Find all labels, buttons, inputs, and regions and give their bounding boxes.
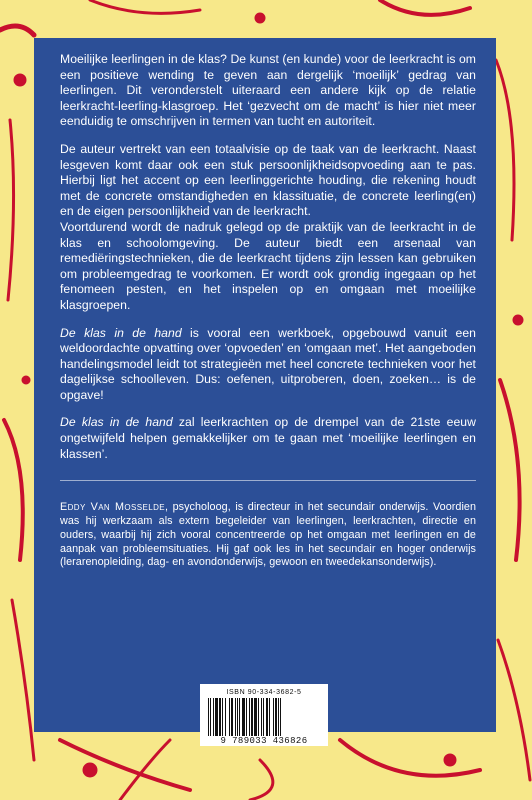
barcode-label (200, 684, 328, 746)
back-cover-text-panel (34, 38, 496, 732)
author-name: Eddy Van Mosselde (60, 501, 165, 514)
blurb-paragraph-5 (60, 415, 476, 462)
book-title: De klas in de hand (60, 415, 173, 430)
blurb-paragraph-5-text: zal leerkrachten op de drempel van de 21ste eeuw ongetwijfeld helpen gemakkelijker om te gaan met ‘moeilijke leerlingen en klassen’. (60, 415, 476, 461)
blurb-paragraph-1: Moeilijke leerlingen in de klas? De kunst (en kunde) voor de leerkracht is om een positieve wending te geven aan dergelijk ‘moeilijk’ gedrag van leerlingen. Dit veronderstelt uiteraard een andere kijk op de relatie leerkracht-leerling-klasgroep. Het ‘gezvecht om de macht’ is hier niet meer eenduidig te omschrijven in termen van tucht en autoriteit. (60, 52, 476, 129)
blurb-paragraph-3: Voortdurend wordt de nadruk gelegd op de praktijk van de leerkracht in de klas en schoolomgeving. De auteur biedt een arsenaal van remediëringstechnieken, die de leerkracht tijdens zijn lessen kan gebruiken om probleemgedrag te voorkomen. Er wordt ook grondig ingegaan op het fenomeen pesten, en het inspelen op en omgaan met moeilijke klasgroepen. (60, 219, 476, 312)
divider (60, 480, 476, 481)
author-bio-text: , psycholoog, is directeur in het secundair onderwijs. Voordien was hij werkzaam als extern begeleider van leerlingen, leerkrachten, directie en ouders, waarbij hij zich vooral concentreerde op het omgaan met leerlingen en de aanpak van probleemsituaties. Hij gaf ook les in het secundair en hoger onderwijs (lerarenopleiding, dag- en avondonderwijs, gewoon en tweedekansonderwijs). (60, 501, 477, 569)
isbn-number: ISBN 90-334-3682-5 (226, 689, 302, 696)
blurb-paragraph-4-text: is vooral een werkboek, opgebouwd vanuit een weldoordachte opvatting over ‘opvoeden’ en ‘omgaan met’. Het aangeboden handelingsmodel leidt tot strategieën met heel concrete technieken voor het dagelijkse schoolleven. Dus: oefenen, uitproberen, doen, zoeken… is de opgave! (60, 325, 476, 402)
author-bio (60, 501, 476, 570)
book-title: De klas in de hand (60, 325, 182, 340)
blurb-paragraph-2: De auteur vertrekt van een totaalvisie op de taak van de leerkracht. Naast lesgeven komt daar ook een stuk persoonlijkheidsopvoeding aan te pas. Hierbij ligt het accent op een leerlinggerichte houding, die rekening houdt met de concrete omstandigheden en klassituatie, de concrete leerling(en) en de eigen persoonlijkheid van de leerkracht. (60, 141, 476, 219)
ean-number: 9 789033 436826 (220, 736, 308, 746)
blurb-paragraph-4 (60, 326, 476, 404)
barcode-icon (206, 698, 322, 736)
